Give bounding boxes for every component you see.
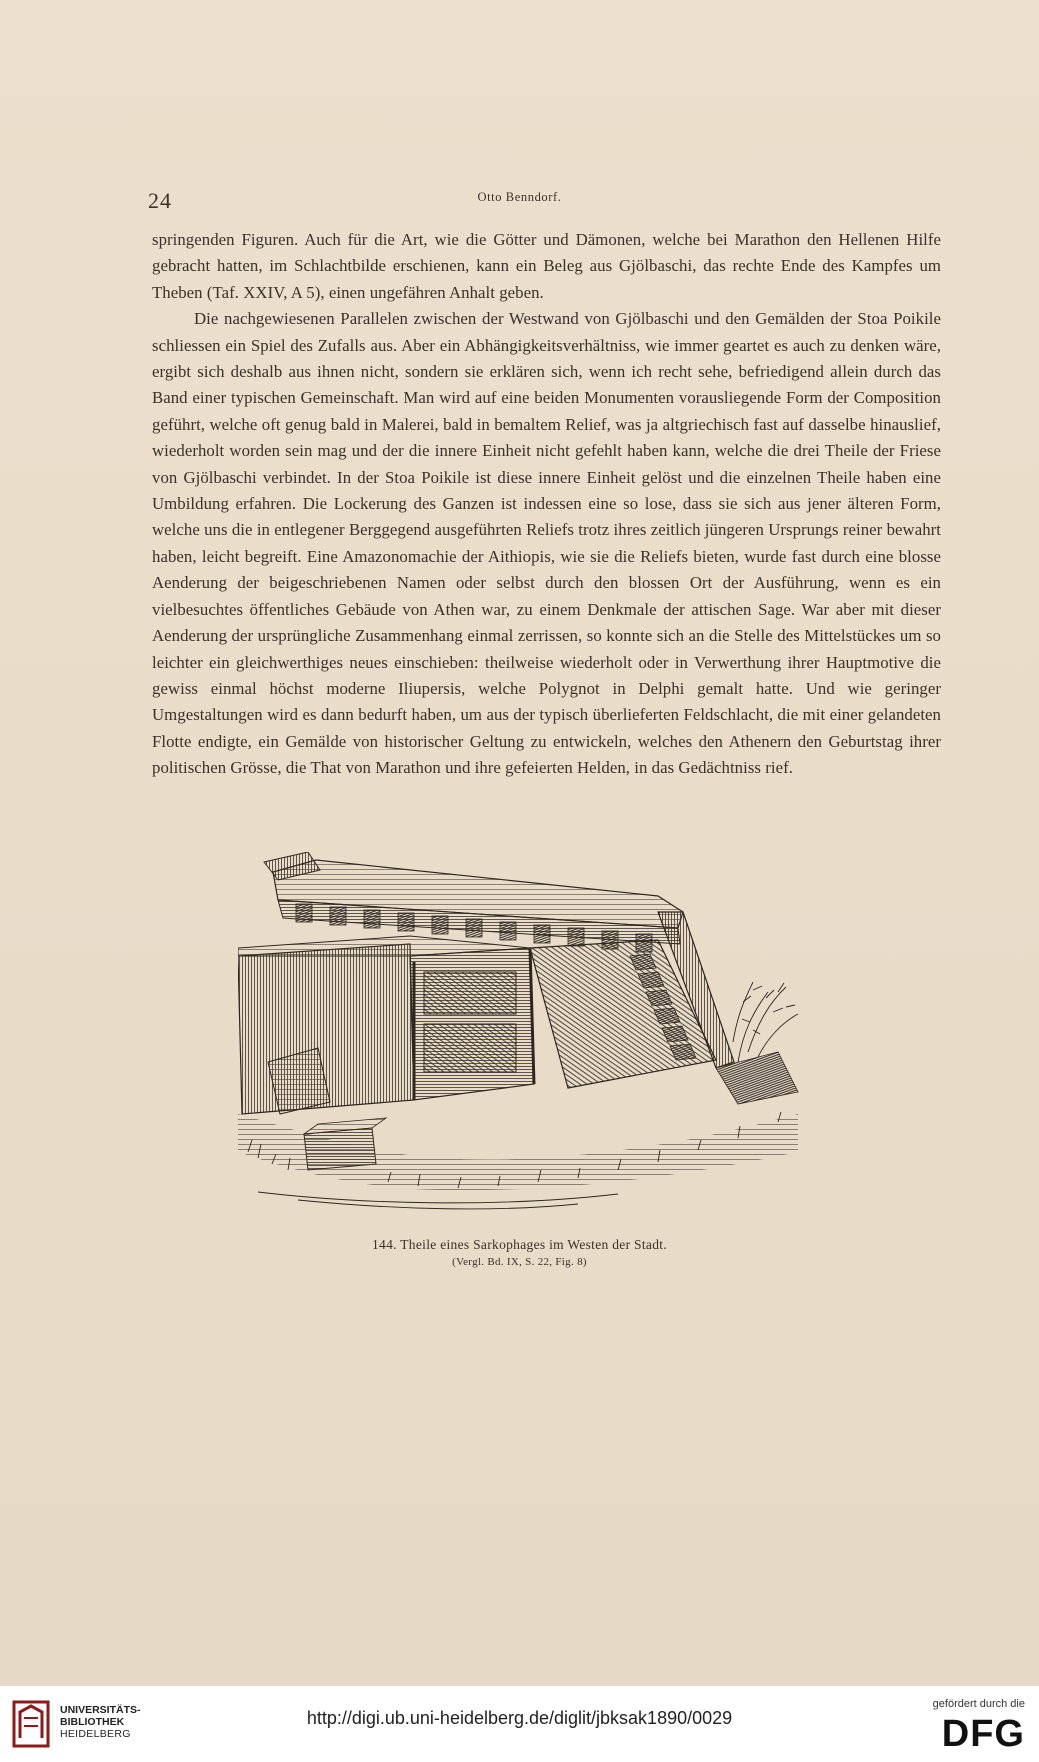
figure-caption: 144. Theile eines Sarkophages im Westen der Stadt. [372, 1237, 667, 1252]
funder-text: gefördert durch die [932, 1698, 1025, 1710]
page-number: 24 [148, 188, 172, 213]
body-text [152, 227, 941, 782]
library-name-line-1: UNIVERSITÄTS- [60, 1704, 141, 1716]
figure-reference: (Vergl. Bd. IX, S. 22, Fig. 8) [452, 1256, 587, 1268]
paragraph-2: Die nachgewiesenen Parallelen zwischen der Westwand von Gjölbaschi und den Gemälden der Stoa Poikile schliessen ein Spiel des Zufalls aus. Aber ein Abhängigkeitsverhältniss, wie immer geartet es auch zu denken wäre, ergibt sich deshalb aus ihnen nicht, sondern sie erklären sich, wenn ich recht sehe, befriedigend allein durch das Band einer typischen Gemeinschaft. Man wird auf eine beiden Monumenten vorausliegende Form der Composition geführt, welche oft genug bald in Malerei, bald in bemaltem Relief, was ja altgriechisch fast auf dasselbe hinauslief, wiederholt worden sein mag und der die innere Einheit nicht gefehlt haben kann, welche die drei Theile der Friese von Gjölbaschi verbindet. In der Stoa Poikile ist diese innere Einheit gelöst und die einzelnen Theile haben eine Umbildung erfahren. Die Lockerung des Ganzen ist indessen eine so lose, dass sie sich aus jener älteren Form, welche uns die in entlegener Berggegend ausgeführten Reliefs trotz ihres zeitlich jüngeren Ursprungs reiner bewahrt haben, leicht begreift. Eine Amazonomachie der Aithiopis, wie sie die Reliefs bieten, wurde fast durch eine blosse Aenderung der beigeschriebenen Namen oder selbst durch den blossen Ort der Ausführung, wenn es ein vielbesuchtes öffentliches Gebäude von Athen war, zu einem Denkmale der attischen Sage. War aber mit dieser Aenderung der ursprüngliche Zusammenhang einmal zerrissen, so konnte sich an die Stelle des Mittelstückes um so leichter ein gleichwerthiges neues einschieben: theilweise wiederholt oder in Verwerthung ihrer Hauptmotive die gewiss einmal höchst moderne Iliupersis, welche Polygnot in Delphi gemalt hatte. Und wie geringer Umgestaltungen wird es dann bedurft haben, um aus der typisch überlieferten Feldschlacht, die mit einer gelandeten Flotte endigte, ein Gemälde von historischer Geltung zu entwickeln, welches den Athenern den Geburtstag ihrer politischen Grösse, die That von Marathon und ihre gefeierten Helden, in das Gedächtniss rief. [152, 309, 941, 778]
sarcophagus-illustration [238, 852, 868, 1222]
footer-bar [0, 1686, 1039, 1762]
running-head: Otto Benndorf. [477, 190, 562, 204]
paragraph-1: springenden Figuren. Auch für die Art, wie die Götter und Dämonen, welche bei Marathon den Hellenen Hilfe gebracht hatten, im Schlachtbilde erschienen, kann ein Beleg aus Gjölbaschi, das rechte Ende des Kampfes um Theben (Taf. XXIV, A 5), einen ungefähren Anhalt geben. [152, 230, 941, 302]
sarcophagus-engraving [238, 852, 868, 1222]
dfg-logo: DFG [941, 1713, 1025, 1755]
permalink-url[interactable]: http://digi.ub.uni-heidelberg.de/diglit/jbksak1890/0029 [306, 1708, 733, 1728]
library-name-line-2: BIBLIOTHEK [60, 1716, 125, 1728]
library-name-line-3: HEIDELBERG [60, 1728, 131, 1740]
